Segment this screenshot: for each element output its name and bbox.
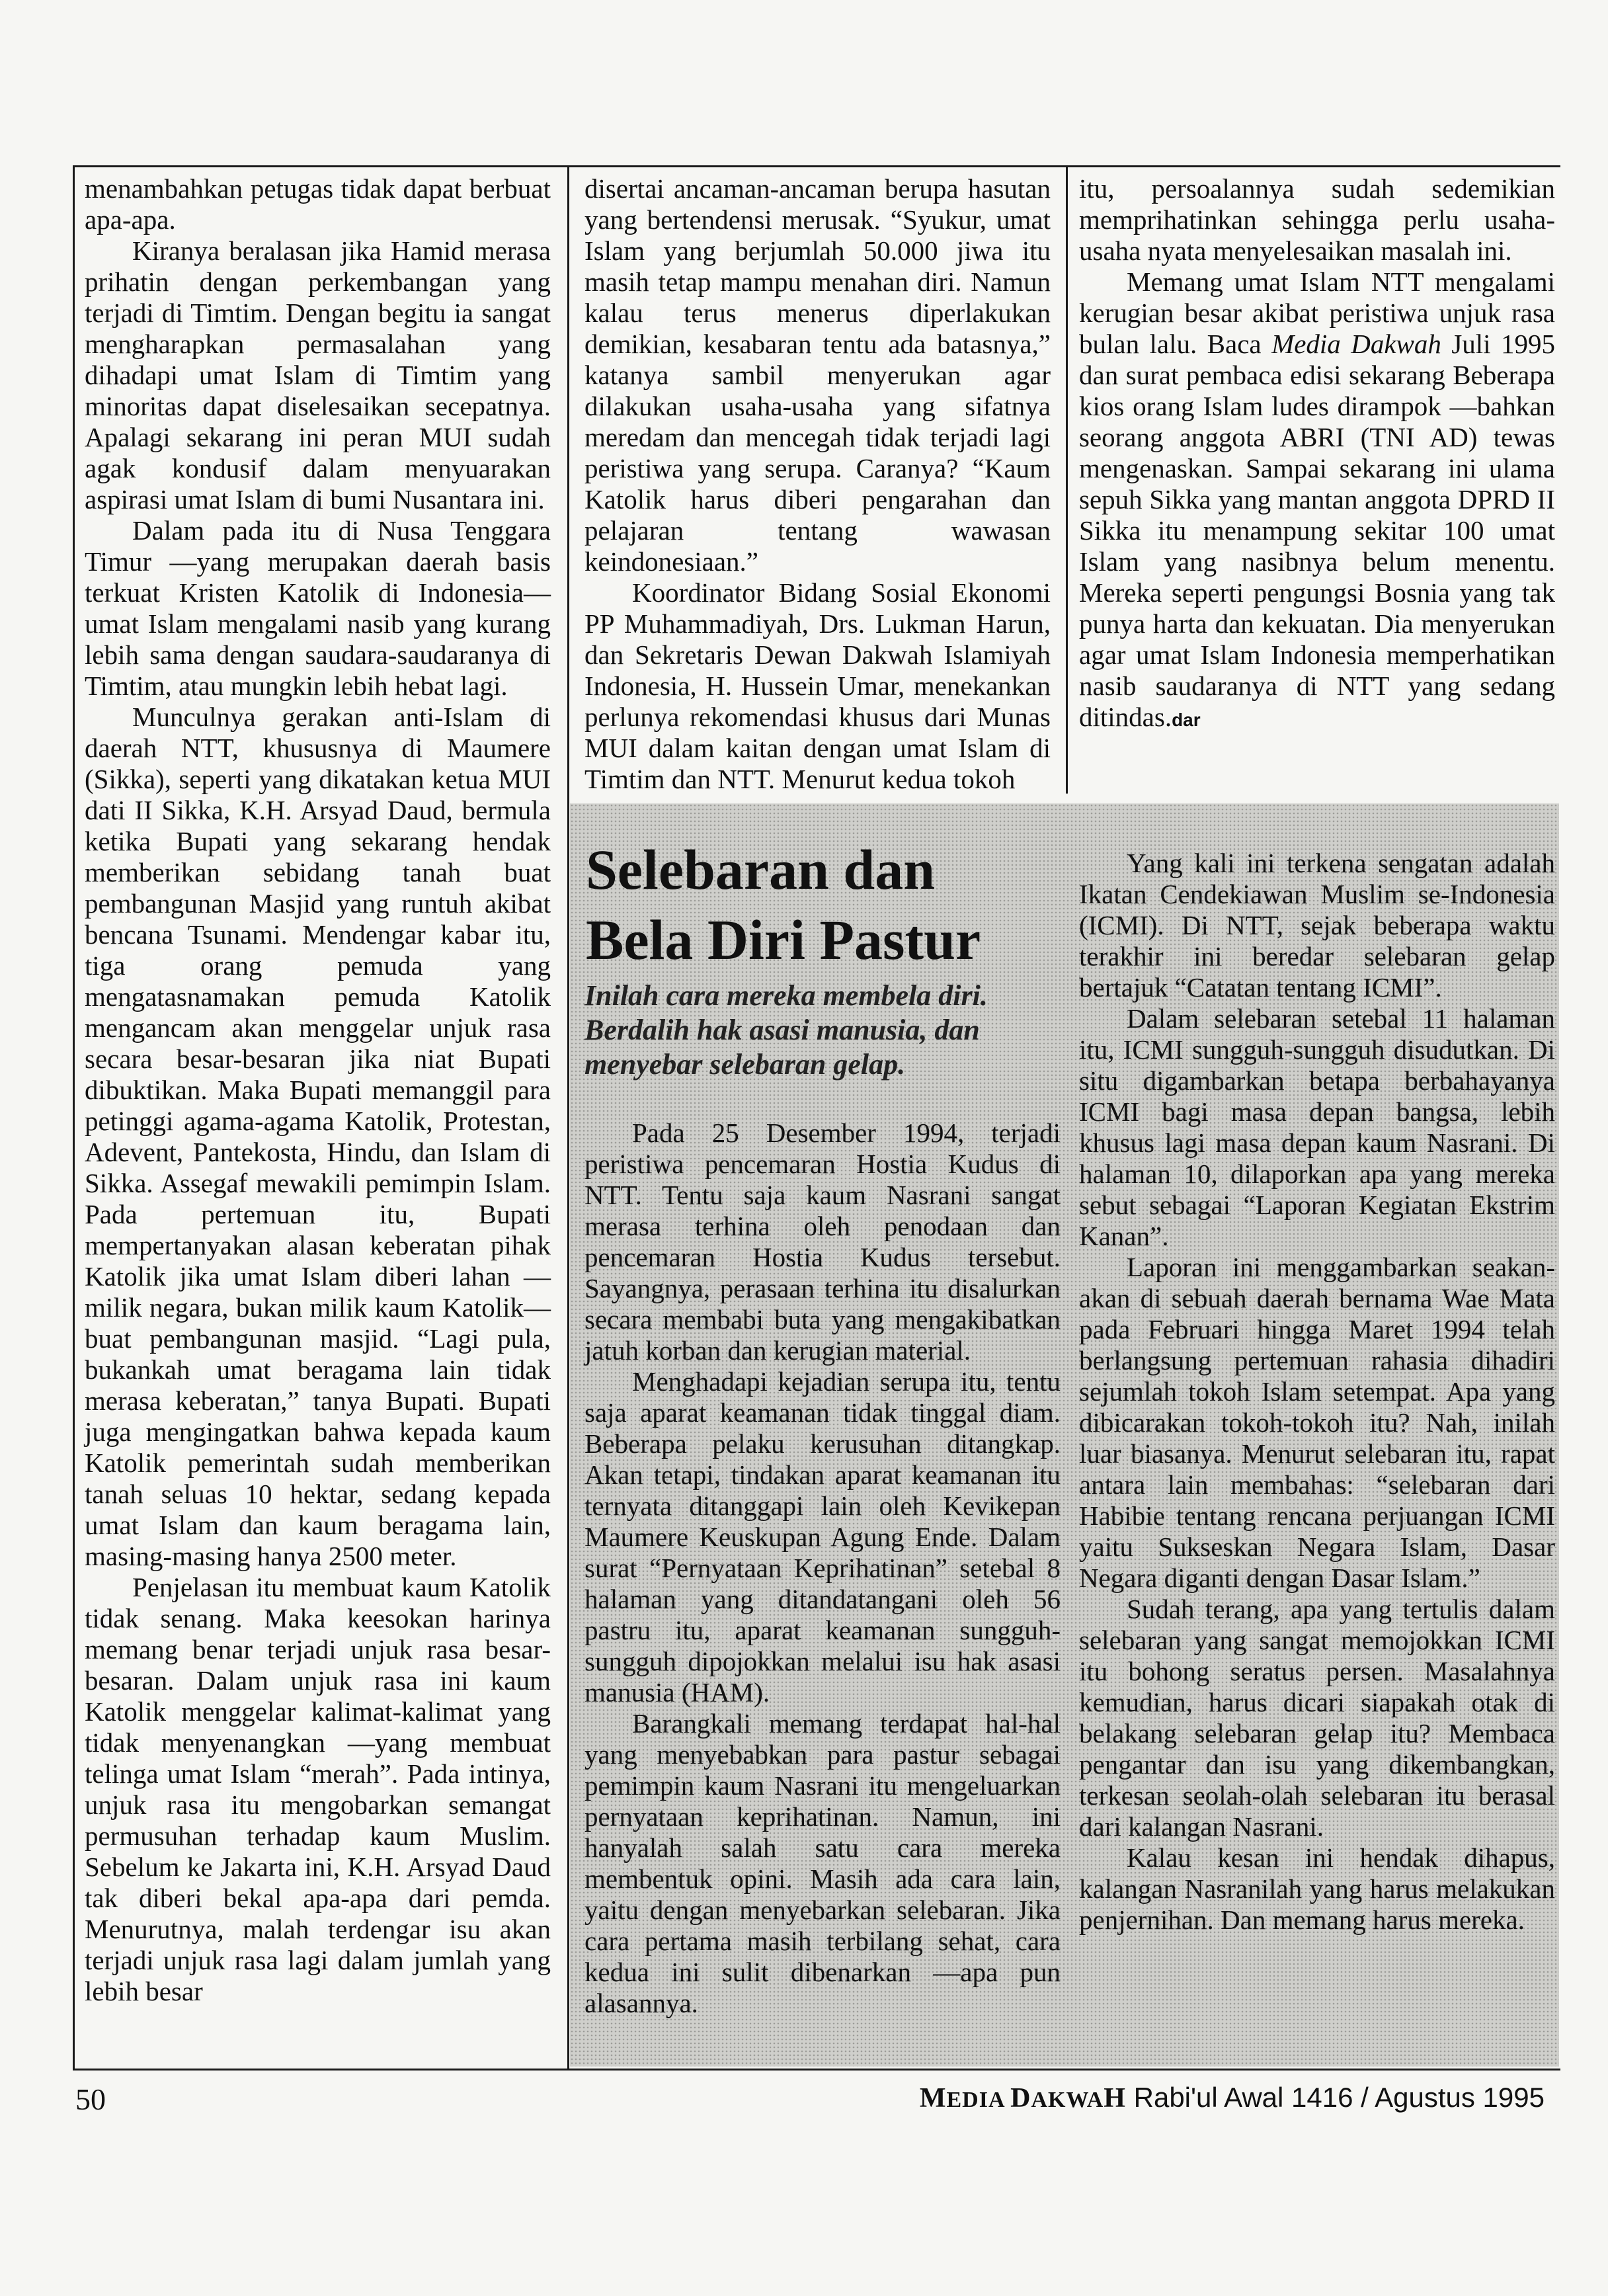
sidebar-lead [584, 979, 1067, 1082]
paragraph: Penjelasan itu membuat kaum Katolik tidak senang. Maka keesokan harinya memang benar terjadi unjuk rasa besar-besaran. Dalam unjuk rasa ini kaum Katolik menggelar kalimat-kalimat yang tidak menyenangkan —yang membuat telinga umat Islam “merah”. Pada intinya, unjuk rasa itu mengobarkan semangat permusuhan terhadap kaum Muslim. Sebelum ke Jakarta ini, K.H. Arsyad Daud tak diberi bekal apa-apa dari pemda. Menurutnya, malah terdengar isu akan terjadi unjuk rasa lagi dalam jumlah yang lebih besar [85, 1572, 551, 2006]
column-divider-1 [567, 165, 569, 2070]
paragraph: Laporan ini menggambarkan seakan-akan di sebuah daerah bernama Wae Mata pada Februari hingga Maret 1994 telah berlangsung pertemuan rahasia dihadiri sejumlah tokoh Islam setempat. Apa yang dibicarakan tokoh-tokoh itu? Nah, inilah luar biasanya. Menurut selebaran itu, rapat antara lain membahas: “selebaran dari Habibie tentang rencana perjuangan ICMI yaitu Sukseskan Negara Islam, Dasar Negara diganti dengan Dasar Islam.” [1079, 1252, 1555, 1593]
paragraph [1079, 266, 1555, 735]
paragraph: Dalam pada itu di Nusa Tenggara Timur —yang merupakan daerah basis terkuat Kristen Katolik di Indonesia— umat Islam mengalami nasib yang kurang lebih sama dengan saudara-saudaranya di Timtim, atau mungkin lebih hebat lagi. [85, 515, 551, 701]
top-rule-left [73, 165, 1560, 167]
column-divider-2 [1066, 165, 1068, 794]
paragraph: menambahkan petugas tidak dapat berbuat apa-apa. [85, 173, 551, 235]
sidebar-column-left [584, 1118, 1061, 2019]
paragraph: Kalau kesan ini hendak dihapus, kalangan Nasranilah yang harus melakukan penjernihan. Dan memang harus mereka. [1079, 1842, 1555, 1935]
bottom-rule [73, 2069, 1560, 2070]
paragraph: disertai ancaman-ancaman berupa hasutan yang bertendensi merusak. “Syukur, umat Islam yang berjumlah 50.000 jiwa itu masih tetap mampu menahan diri. Namun kalau terus menerus diperlakukan demikian, kesabaran tentu ada batasnya,” katanya sambil menyerukan agar dilakukan usaha-usaha yang sifatnya meredam dan mencegah tidak terjadi lagi peristiwa yang serupa. Caranya? “Kaum Katolik harus diberi pengarahan dan pelajaran tentang wawasan keindonesiaan.” [584, 173, 1051, 577]
brand-letter: D [1010, 2083, 1031, 2113]
magazine-title-italic: Media Dakwah [1271, 329, 1441, 359]
headline-line: Bela Diri Pastur [586, 908, 981, 971]
brand-letters: AKWA [1031, 2088, 1104, 2112]
paragraph: Pada 25 Desember 1994, terjadi peristiwa pencemaran Hostia Kudus di NTT. Tentu saja kaum Nasrani sangat merasa terhina oleh penodaan dan pencemaran Hostia Kudus tersebut. Sayangnya, perasaan terhina itu disalurkan secara membabi buta yang mengakibatkan jatuh korban dan kerugian material. [584, 1118, 1061, 1366]
paragraph-text: Memang umat Islam NTT mengalami kerugian besar akibat peristiwa unjuk rasa bulan lalu. Baca [1079, 266, 1555, 359]
issue-date: Rabi'ul Awal 1416 / Agustus 1995 [1133, 2082, 1545, 2113]
brand-letter: H [1104, 2083, 1126, 2113]
paragraph: Barangkali memang terdapat hal-hal yang menyebabkan para pastur sebagai pemimpin kaum Nasrani itu mengeluarkan pernyataan keprihatinan. Namun, ini hanyalah salah satu cara mereka membentuk opini. Masih ada cara lain, yaitu dengan menyebarkan selebaran. Jika cara pertama masih terbilang sehat, cara kedua ini sulit dibenarkan —apa pun alasannya. [584, 1708, 1061, 2018]
magazine-brand [920, 2083, 1126, 2113]
article-column-3 [1079, 173, 1555, 735]
article-column-2 [584, 173, 1051, 795]
page-number: 50 [75, 2082, 106, 2116]
lead-line: Berdalih hak asasi manusia, dan [584, 1014, 980, 1046]
paragraph: Kiranya beralasan jika Hamid merasa prihatin dengan perkembangan yang terjadi di Timtim. Dengan begitu ia sangat mengharapkan permasalahan yang dihadapi umat Islam di Timtim yang minoritas dapat diselesaikan secepatnya. Apalagi sekarang ini peran MUI sudah agak kondusif dalam menyuarakan aspirasi umat Islam di bumi Nusantara ini. [85, 235, 551, 514]
paragraph: Dalam selebaran setebal 11 halaman itu, ICMI sungguh-sungguh disudutkan. Di situ digambarkan betapa berbahayanya ICMI bagi masa depan bangsa, lebih khusus lagi masa depan kaum Nasrani. Di halaman 10, dilaporkan apa yang mereka sebut sebagai “Laporan Kegiatan Ekstrim Kanan”. [1079, 1003, 1555, 1251]
paragraph: Menghadapi kejadian serupa itu, tentu saja aparat keamanan tidak tinggal diam. Beberapa pelaku kerusuhan ditangkap. Akan tetapi, tindakan aparat keamanan itu ternyata ditanggapi lain oleh Kevikepan Maumere Keuskupan Agung Ende. Dalam surat “Pernyataan Keprihatinan” setebal 8 halaman yang ditandatangani oleh 56 pastru itu, aparat keamanan sungguh-sungguh dipojokkan melalui isu hak asasi manusia (HAM). [584, 1366, 1061, 1707]
magazine-footer-title [920, 2082, 1545, 2114]
brand-letters: EDIA [946, 2088, 1011, 2112]
paragraph-text: Juli 1995 dan surat pembaca edisi sekarang Beberapa kios orang Islam ludes dirampok —bahkan seorang anggota ABRI (TNI AD) tewas mengenaskan. Sampai sekarang ini ulama sepuh Sikka yang mantan anggota DPRD II Sikka itu menampung sekitar 100 umat Islam yang nasibnya belum menentu. Mereka seperti pengungsi Bosnia yang tak punya harta dan kekuatan. Dia menyerukan agar umat Islam Indonesia memperhatikan nasib saudaranya di NTT yang sedang ditindas. [1079, 329, 1555, 732]
lead-line: menyebar selebaran gelap. [584, 1048, 906, 1081]
author-signature: dar [1172, 710, 1201, 730]
paragraph: itu, persoalannya sudah sedemikian memprihatinkan sehingga perlu usaha-usaha nyata menyelesaikan masalah ini. [1079, 173, 1555, 266]
paragraph: Yang kali ini terkena sengatan adalah Ikatan Cendekiawan Muslim se-Indonesia (ICMI). Di NTT, sejak beberapa waktu terakhir ini beredar selebaran gelap bertajuk “Catatan tentang ICMI”. [1079, 848, 1555, 1003]
paragraph: Sudah terang, apa yang tertulis dalam selebaran yang sangat memojokkan ICMI itu bohong seratus persen. Masalahnya kemudian, harus dicari siapakah otak di belakang selebaran gelap itu? Membaca pengantar dan isu yang dikembangkan, terkesan seolah-olah selebaran itu berasal dari kalangan Nasrani. [1079, 1594, 1555, 1842]
lead-line: Inilah cara mereka membela diri. [584, 979, 988, 1012]
left-border [73, 165, 75, 2070]
sidebar-column-right [1079, 848, 1555, 1936]
page-footer [0, 2082, 1608, 2121]
article-column-1 [85, 173, 551, 2007]
brand-letter: M [919, 2083, 947, 2113]
headline-line: Selebaran dan [586, 838, 936, 901]
sidebar-headline [586, 835, 1088, 975]
paragraph: Munculnya gerakan anti-Islam di daerah NTT, khususnya di Maumere (Sikka), seperti yang dikatakan ketua MUI dati II Sikka, K.H. Arsyad Daud, bermula ketika Bupati yang sekarang hendak memberikan sebidang tanah buat pembangunan Masjid yang runtuh akibat bencana Tsunami. Mendengar kabar itu, tiga orang pemuda yang mengatasnamakan pemuda Katolik mengancam akan menggelar unjuk rasa secara besar-besaran jika niat Bupati dibuktikan. Maka Bupati memanggil para petinggi agama-agama Katolik, Protestan, Adevent, Pantekosta, Hindu, dan Islam di Sikka. Assegaf mewakili pemimpin Islam. Pada pertemuan itu, Bupati mempertanyakan alasan keberatan pihak Katolik jika umat Islam diberi lahan —milik negara, bukan milik kaum Katolik— buat pembangunan masjid. “Lagi pula, bukankah umat beragama lain tidak merasa keberatan,” tanya Bupati. Bupati juga mengingatkan bahwa kepada kaum Katolik pemerintah sudah memberikan tanah seluas 10 hektar, sedang kepada umat Islam dan kaum beragama lain, masing-masing hanya 2500 meter. [85, 702, 551, 1571]
paragraph: Koordinator Bidang Sosial Ekonomi PP Muhammadiyah, Drs. Lukman Harun, dan Sekretaris Dewan Dakwah Islamiyah Indonesia, H. Hussein Umar, menekankan perlunya rekomendasi khusus dari Munas MUI dalam kaitan dengan umat Islam di Timtim dan NTT. Menurut kedua tokoh [584, 577, 1051, 794]
